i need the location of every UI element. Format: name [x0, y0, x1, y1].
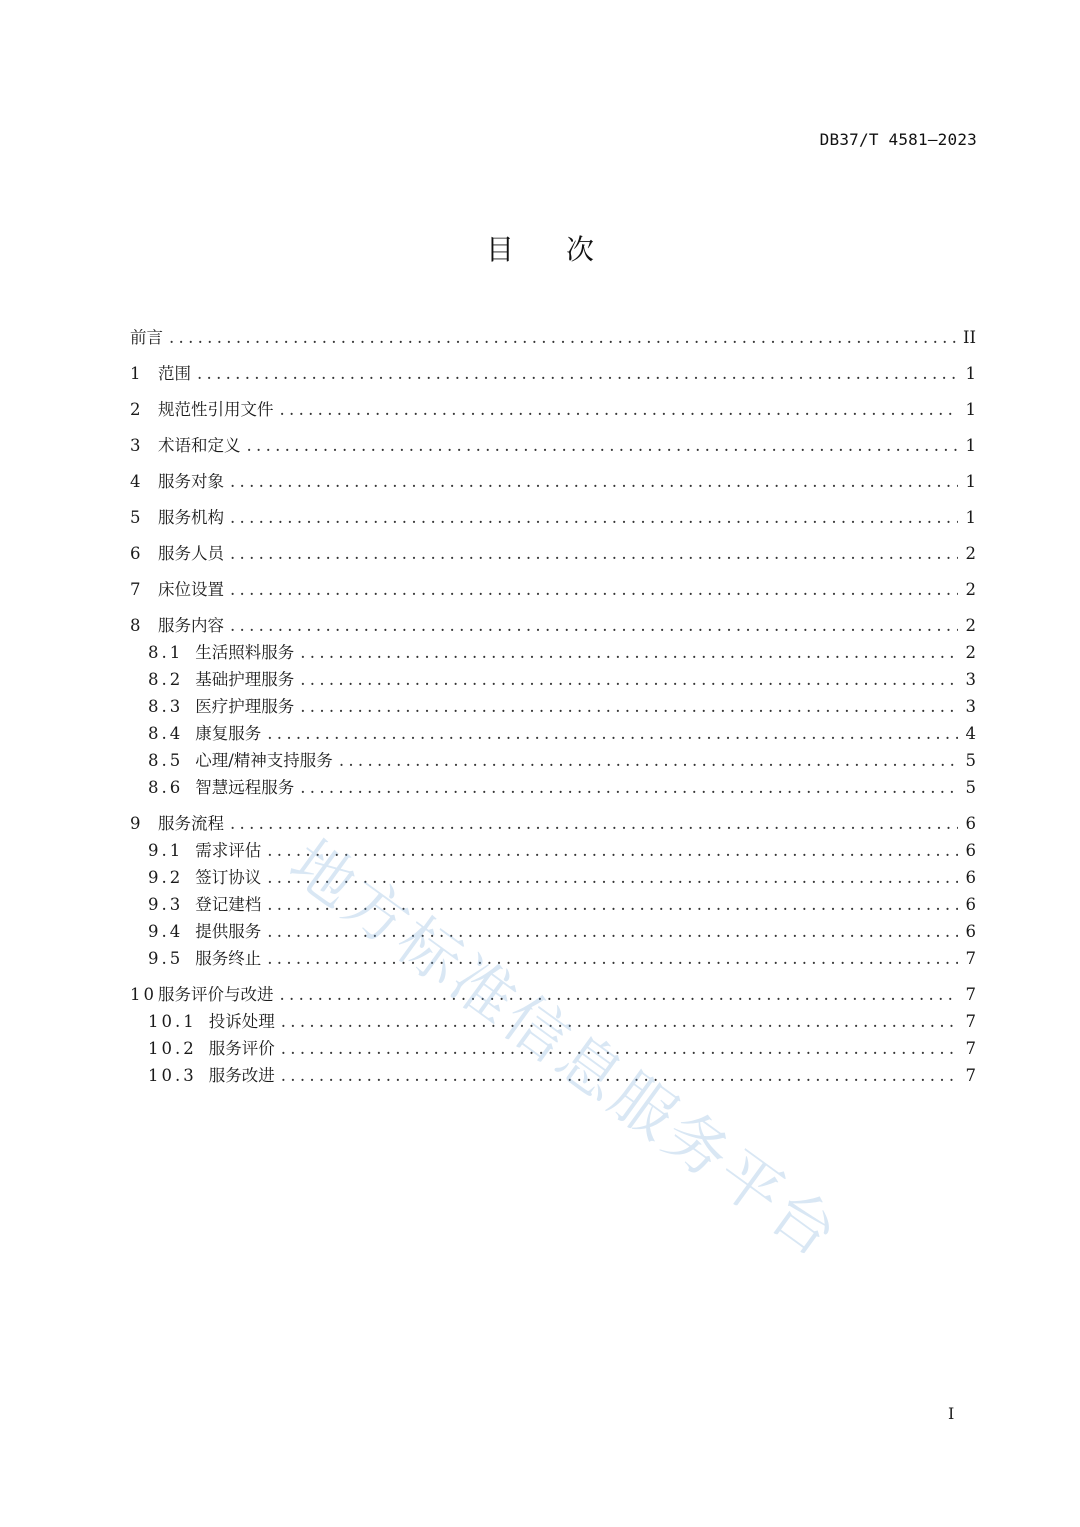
toc-entry-number: 9.2 — [148, 868, 184, 887]
toc-leader-dots — [339, 747, 958, 774]
toc-entry[interactable] — [130, 693, 976, 720]
toc-entry-title: 智慧远程服务 — [195, 778, 295, 797]
toc-entry-page: 6 — [965, 895, 976, 914]
toc-entry-title: 服务对象 — [158, 472, 224, 491]
toc-leader-dots — [247, 432, 959, 459]
toc-leader-dots — [267, 864, 958, 891]
toc-leader-dots — [267, 720, 958, 747]
toc-entry[interactable] — [130, 918, 976, 945]
toc-leader-dots — [230, 576, 958, 603]
toc-entry-page: 2 — [965, 580, 976, 599]
toc-entry-title: 规范性引用文件 — [158, 400, 274, 419]
toc-leader-dots — [281, 1008, 958, 1035]
toc-entry-page: 7 — [965, 1012, 976, 1031]
toc-entry-page: 2 — [965, 544, 976, 563]
toc-entry[interactable] — [130, 540, 976, 567]
toc-entry[interactable] — [130, 666, 976, 693]
toc-entry-page: 1 — [965, 364, 976, 383]
toc-entry-page: 7 — [965, 949, 976, 968]
toc-entry[interactable] — [130, 1008, 976, 1035]
toc-entry-number: 5 — [130, 508, 144, 527]
toc-entry-title: 投诉处理 — [208, 1012, 275, 1031]
toc-entry-page: 7 — [965, 985, 976, 1004]
toc-entry-title: 术语和定义 — [158, 436, 241, 455]
toc-entry[interactable] — [130, 864, 976, 891]
toc-leader-dots — [281, 1035, 958, 1062]
toc-entry-number: 3 — [130, 436, 144, 455]
toc-entry[interactable] — [130, 774, 976, 801]
toc-entry-page: 7 — [965, 1066, 976, 1085]
toc-entry-page: 7 — [965, 1039, 976, 1058]
toc-entry-title: 心理/精神支持服务 — [195, 751, 333, 770]
toc-entry-number: 7 — [130, 580, 144, 599]
toc-entry-title: 服务机构 — [158, 508, 224, 527]
toc-entry-number: 10.1 — [148, 1012, 197, 1031]
toc-entry-title: 康复服务 — [195, 724, 262, 743]
toc-entry-page: 2 — [965, 616, 976, 635]
toc-leader-dots — [281, 1062, 958, 1089]
toc-entry-page: 1 — [965, 472, 976, 491]
toc-entry[interactable] — [130, 504, 976, 531]
toc-entry-number: 10.2 — [148, 1039, 197, 1058]
toc-leader-dots — [280, 981, 959, 1008]
toc-leader-dots — [230, 810, 958, 837]
toc-entry[interactable] — [130, 432, 976, 459]
toc-entry-number: 9.5 — [148, 949, 184, 968]
toc-entry[interactable] — [130, 837, 976, 864]
toc-entry-page: 5 — [965, 751, 976, 770]
toc-entry-page: 4 — [965, 724, 976, 743]
toc-leader-dots — [300, 693, 958, 720]
toc-entry[interactable] — [130, 945, 976, 972]
document-code: DB37/T 4581—2023 — [819, 130, 977, 149]
toc-leader-dots — [300, 774, 958, 801]
toc-leader-dots — [169, 324, 957, 351]
toc-entry-title: 医疗护理服务 — [195, 697, 295, 716]
toc-entry[interactable] — [130, 468, 976, 495]
watermark: 地方标准信息服务平台 — [276, 825, 854, 1273]
toc-entry-page: 3 — [965, 670, 976, 689]
toc-entry[interactable] — [130, 1035, 976, 1062]
toc-leader-dots — [230, 468, 958, 495]
toc-entry-number: 9.3 — [148, 895, 184, 914]
toc-entry-number: 10 — [130, 985, 157, 1004]
toc-leader-dots — [280, 396, 959, 423]
toc-entry[interactable] — [130, 891, 976, 918]
toc-entry[interactable] — [130, 1062, 976, 1089]
toc-entry-title: 基础护理服务 — [195, 670, 295, 689]
toc-entry-page: 1 — [965, 508, 976, 527]
toc-entry[interactable] — [130, 612, 976, 639]
toc-entry[interactable] — [130, 747, 976, 774]
toc-entry[interactable] — [130, 360, 976, 387]
toc-leader-dots — [267, 918, 958, 945]
toc-entry-title: 范围 — [158, 364, 191, 383]
toc-entry[interactable] — [130, 810, 976, 837]
toc-leader-dots — [300, 639, 958, 666]
toc-entry-title: 服务内容 — [158, 616, 224, 635]
toc-entry-number: 6 — [130, 544, 144, 563]
toc-entry[interactable] — [130, 396, 976, 423]
toc-entry-number: 1 — [130, 364, 144, 383]
toc-entry-page: 6 — [965, 841, 976, 860]
toc-entry-title: 生活照料服务 — [195, 643, 295, 662]
toc-leader-dots — [230, 504, 958, 531]
toc-entry-page: 1 — [965, 436, 976, 455]
toc-entry-page: 3 — [965, 697, 976, 716]
toc-leader-dots — [300, 666, 958, 693]
toc-entry-number: 9 — [130, 814, 144, 833]
toc-entry-number: 8.2 — [148, 670, 184, 689]
toc-entry-page: 6 — [965, 922, 976, 941]
toc-entry-page: 1 — [965, 400, 976, 419]
toc-entry[interactable] — [130, 720, 976, 747]
toc-leader-dots — [230, 612, 958, 639]
toc-entry-number: 8.5 — [148, 751, 184, 770]
page-number: I — [948, 1404, 955, 1423]
toc-leader-dots — [267, 837, 958, 864]
toc-entry-page: 6 — [965, 814, 976, 833]
toc-entry-title: 需求评估 — [195, 841, 262, 860]
toc-entry[interactable] — [130, 576, 976, 603]
toc-entry-page: 5 — [965, 778, 976, 797]
toc-entry-title: 提供服务 — [195, 922, 262, 941]
toc-entry-page: II — [962, 328, 976, 347]
toc-entry-number: 9.4 — [148, 922, 184, 941]
toc-entry-title: 床位设置 — [158, 580, 224, 599]
toc-entry-number: 8 — [130, 616, 144, 635]
toc-entry[interactable] — [130, 981, 976, 1008]
toc-entry-number: 2 — [130, 400, 144, 419]
toc-entry-title: 服务改进 — [208, 1066, 275, 1085]
toc-entry-title: 登记建档 — [195, 895, 262, 914]
toc-entry-title: 服务人员 — [158, 544, 224, 563]
toc-entry[interactable] — [130, 324, 976, 351]
toc-entry-number: 8.1 — [148, 643, 184, 662]
toc-entry-number: 4 — [130, 472, 144, 491]
toc-entry-title: 服务终止 — [195, 949, 262, 968]
toc-entry-title: 服务流程 — [158, 814, 224, 833]
toc-entry[interactable] — [130, 639, 976, 666]
toc-entry-page: 6 — [965, 868, 976, 887]
toc-leader-dots — [230, 540, 958, 567]
toc-leader-dots — [267, 891, 958, 918]
toc-entry-title: 前言 — [130, 328, 163, 347]
toc-entry-title: 签订协议 — [195, 868, 262, 887]
toc-entry-number: 9.1 — [148, 841, 184, 860]
toc-entry-number: 8.4 — [148, 724, 184, 743]
toc-entry-number: 8.3 — [148, 697, 184, 716]
toc-leader-dots — [267, 945, 958, 972]
toc-entry-number: 8.6 — [148, 778, 184, 797]
toc-entry-title: 服务评价 — [208, 1039, 275, 1058]
table-of-contents — [130, 324, 976, 1089]
toc-entry-page: 2 — [965, 643, 976, 662]
toc-entry-number: 10.3 — [148, 1066, 197, 1085]
toc-entry-title: 服务评价与改进 — [158, 985, 274, 1004]
page-title: 目次 — [485, 233, 646, 266]
toc-leader-dots — [197, 360, 958, 387]
